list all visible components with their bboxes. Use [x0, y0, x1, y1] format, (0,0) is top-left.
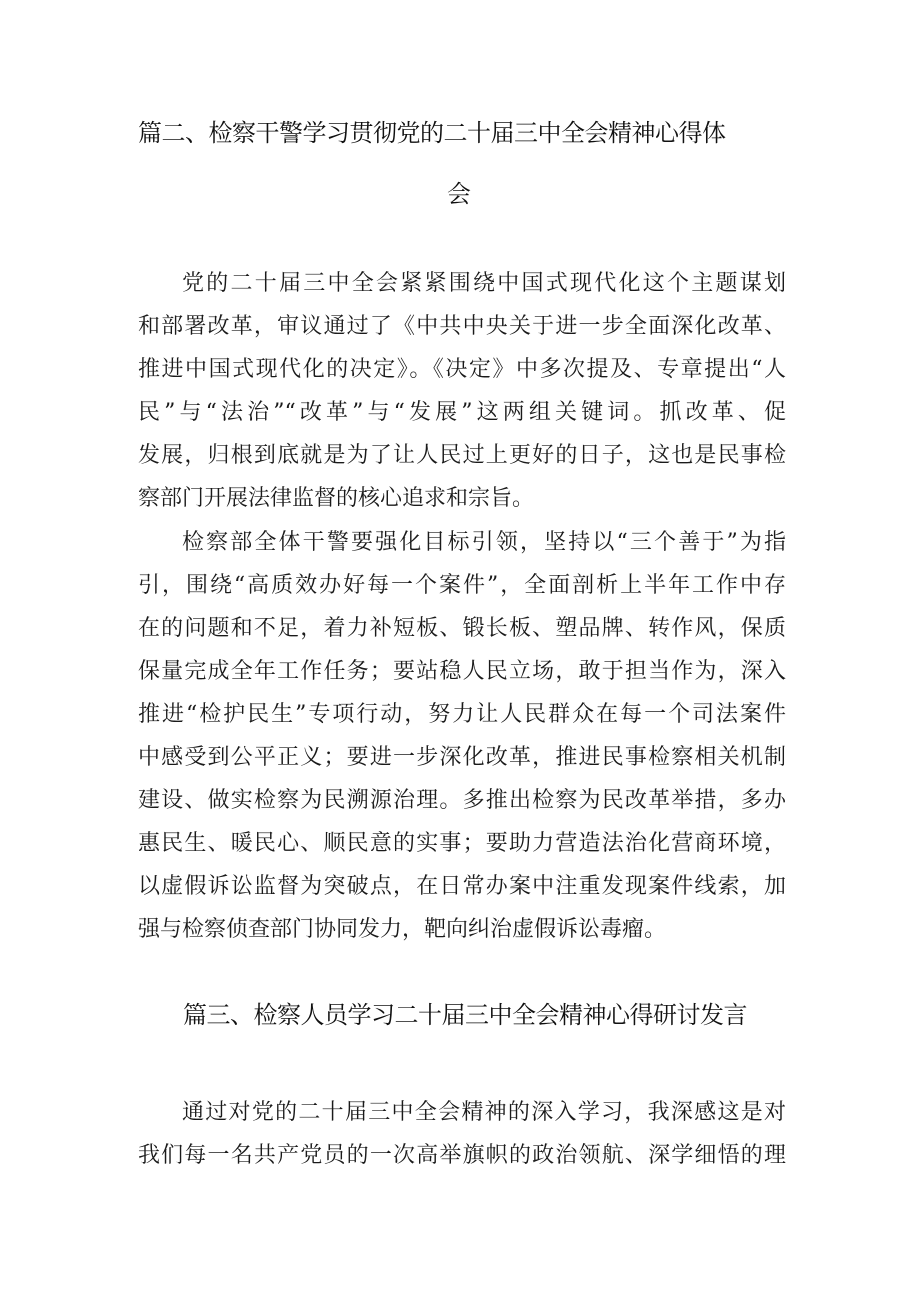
paragraph-line: 中感受到公平正义；要进一步深化改革，推进民事检察相关机制	[138, 745, 786, 770]
paragraph-line: 推进“检护民生”专项行动，努力让人民群众在每一个司法案件	[138, 702, 786, 727]
paragraph-line: 以虚假诉讼监督为突破点，在日常办案中注重发现案件线索，加	[138, 874, 786, 899]
paragraph-line: 和部署改革，审议通过了《中共中央关于进一步全面深化改革、	[138, 314, 786, 339]
paragraph-line: 强与检察侦查部门协同发力，靶向纠治虚假诉讼毒瘤。	[138, 917, 667, 942]
paragraph-line: 党的二十届三中全会紧紧围绕中国式现代化这个主题谋划	[182, 271, 786, 296]
paragraph-line: 民”与“法治”“改革”与“发展”这两组关键词。抓改革、促	[138, 400, 786, 425]
paragraph-line: 推进中国式现代化的决定》。《决定》中多次提及、专章提出“人	[138, 357, 786, 382]
paragraph-line: 建设、做实检察为民溯源治理。多推出检察为民改革举措，多办	[138, 788, 786, 813]
paragraph-line: 在的问题和不足，着力补短板、锻长板、塑品牌、转作风，保质	[138, 616, 786, 641]
paragraph-line: 通过对党的二十届三中全会精神的深入学习，我深感这是对	[182, 1100, 786, 1125]
section-2-title-line-1: 篇二、检察干警学习贯彻党的二十届三中全会精神心得体	[138, 119, 726, 147]
paragraph-line: 惠民生、暖民心、顺民意的实事；要助力营造法治化营商环境，	[138, 831, 786, 856]
section-3-title: 篇三、检察人员学习二十届三中全会精神心得研讨发言	[183, 1001, 747, 1029]
paragraph-line: 发展，归根到底就是为了让人民过上更好的日子，这也是民事检	[138, 443, 786, 468]
section-2-title-line-2: 会	[447, 180, 471, 208]
paragraph-line: 检察部全体干警要强化目标引领，坚持以“三个善于”为指	[182, 530, 786, 555]
paragraph-line: 引，围绕“高质效办好每一个案件”，全面剖析上半年工作中存	[138, 573, 786, 598]
paragraph-line: 我们每一名共产党员的一次高举旗帜的政治领航、深学细悟的理	[138, 1143, 786, 1168]
paragraph-line: 察部门开展法律监督的核心追求和宗旨。	[138, 486, 535, 511]
paragraph-line: 保量完成全年工作任务；要站稳人民立场，敢于担当作为，深入	[138, 659, 786, 684]
